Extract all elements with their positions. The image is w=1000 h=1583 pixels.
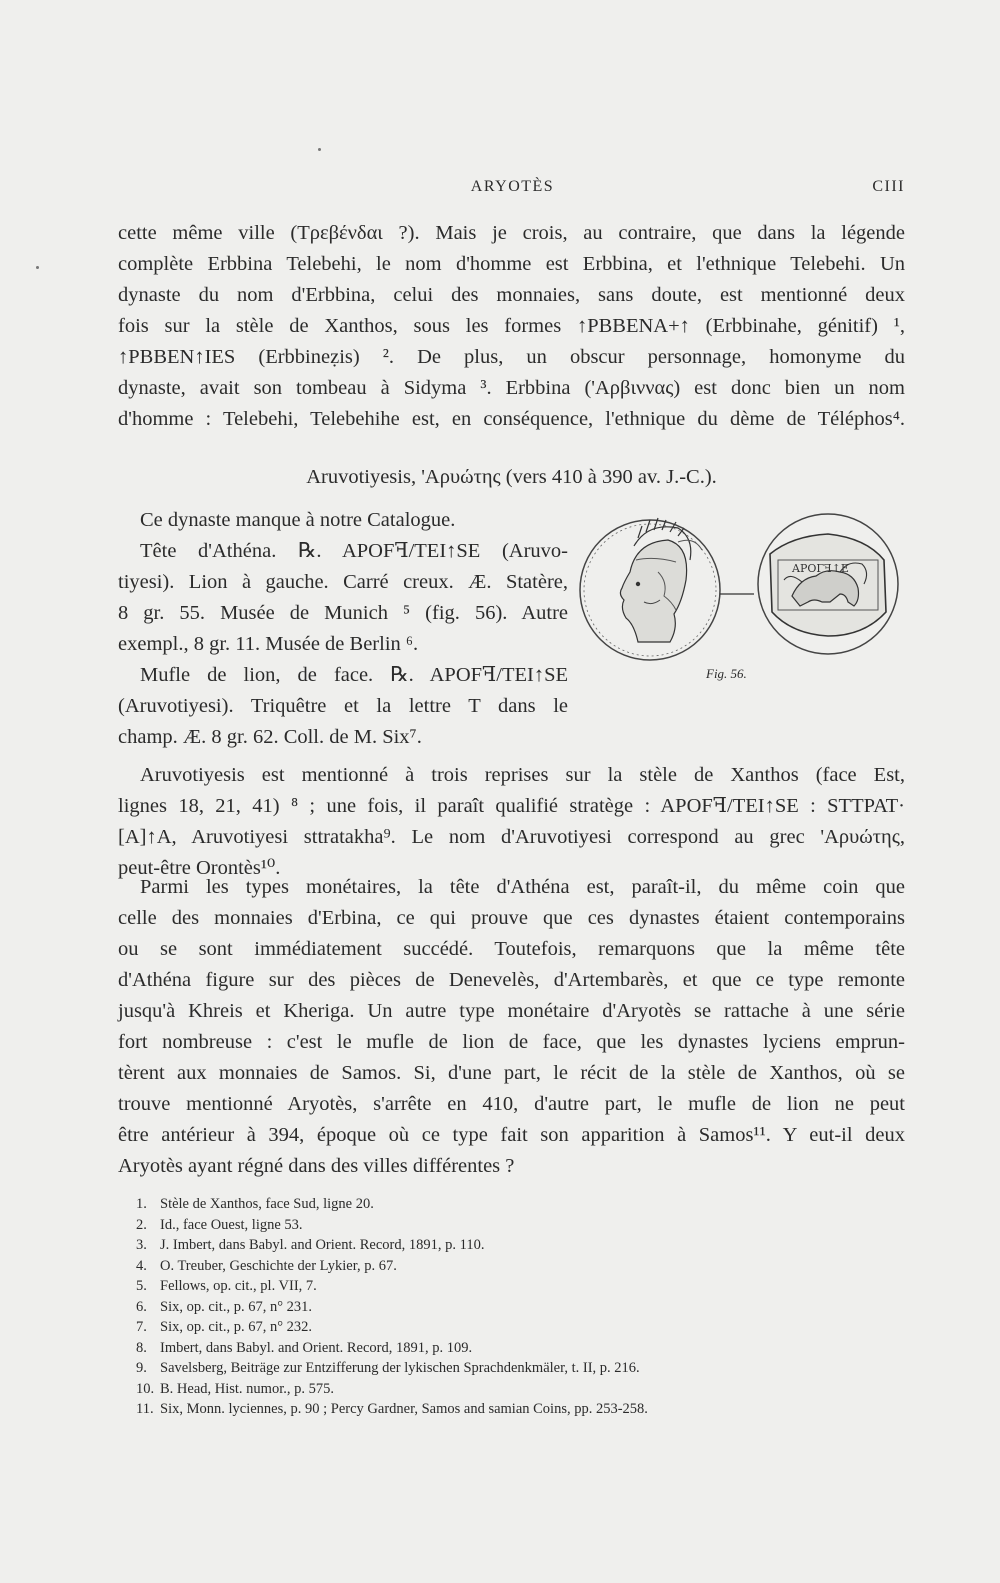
body-line: ↑PBBEN↑IES (Erbbineẓis) ². De plus, un obscur personnage, homonyme du [118,346,905,368]
page-header [120,178,905,202]
body-line: fort nombreuse : c'est le mufle de lion de face, que les dynastes lyciens emprun- [118,1031,905,1053]
coin-inscription: ΑΡΟΓꟻ↑Ε [792,562,849,575]
body-line: d'homme : Telebehi, Telebehihe est, en conséquence, l'ethnique du dème de Téléphos⁴. [118,408,905,430]
body-line: Parmi les types monétaires, la tête d'Athéna est, paraît-il, du même coin que [140,876,905,898]
footnote-number: 2. [136,1216,147,1233]
footnote-number: 6. [136,1298,147,1315]
catalog-line: tiyesi). Lion à gauche. Carré creux. Æ. Statère, [118,571,568,593]
footnote [136,1317,896,1338]
body-line: trouve mentionné Aryotès, s'arrête en 410, d'autre part, le mufle de lion ne peut [118,1093,905,1115]
running-title: ARYOTÈS [470,178,555,195]
coin-reverse [758,514,898,654]
footnote [136,1194,896,1215]
footnote-text: B. Head, Hist. numor., p. 575. [160,1380,334,1397]
footnote-number: 11. [136,1401,154,1417]
footnote [136,1276,896,1297]
catalog-line: Tête d'Athéna. ℞. APOFꟻ/TEI↑SE (Aruvo- [140,540,568,562]
body-line: cette même ville (Τρεβένδαι ?). Mais je crois, au contraire, que dans la légende [118,222,905,244]
body-line: être antérieur à 394, époque où ce type fait son apparition à Samos¹¹. Y eut-il deux [118,1124,905,1146]
footnote [136,1379,896,1400]
body-line: d'Athéna figure sur des pièces de Denevelès, d'Artembarès, et que ce type remonte [118,969,905,991]
body-line: jusqu'à Khreis et Kheriga. Un autre type monétaire d'Aryotès se rattache à une série [118,1000,905,1022]
footnote-text: Six, Monn. lyciennes, p. 90 ; Percy Gardner, Samos and samian Coins, pp. 253-258. [160,1401,648,1417]
coin-obverse [580,518,720,660]
footnote-text: Id., face Ouest, ligne 53. [160,1216,303,1233]
catalog-line: exempl., 8 gr. 11. Musée de Berlin ⁶. [118,633,419,655]
footnote-number: 8. [136,1339,147,1356]
paper-speck [36,266,39,269]
footnote-number: 10. [136,1380,155,1397]
footnote-text: O. Treuber, Geschichte der Lykier, p. 67. [160,1257,397,1274]
body-line: Aruvotiyesis est mentionné à trois reprises sur la stèle de Xanthos (face Est, [140,764,905,786]
footnote [136,1256,896,1277]
paper-speck [318,148,321,151]
body-line: dynaste, avait son tombeau à Sidyma ³. Erbbina ('Αρβιννας) est donc bien un nom [118,377,905,399]
body-line: complète Erbbina Telebehi, le nom d'homme est Erbbina, et l'ethnique Telebehi. Un [118,253,905,275]
body-line: tèrent aux monnaies de Samos. Si, d'une part, le récit de la stèle de Xanthos, où se [118,1062,905,1084]
body-line: lignes 18, 21, 41) ⁸ ; une fois, il paraît qualifié stratège : APOFꟻ/TEI↑SE : STTPAT· [118,795,905,817]
page-number: CIII [872,178,905,195]
footnote-text: Savelsberg, Beiträge zur Entzifferung der lykischen Sprachdenkmäler, t. II, p. 216. [160,1360,640,1376]
figure-caption: Fig. 56. [706,666,747,681]
footnote [136,1399,896,1420]
catalog-line: champ. Æ. 8 gr. 62. Coll. de M. Six⁷. [118,726,422,748]
footnote-number: 7. [136,1319,147,1335]
footnote-number: 1. [136,1196,147,1212]
footnotes [136,1194,896,1420]
footnote-text: J. Imbert, dans Babyl. and Orient. Record, 1891, p. 110. [160,1237,485,1253]
footnote-text: Six, op. cit., p. 67, n° 231. [160,1298,313,1315]
footnote-text: Imbert, dans Babyl. and Orient. Record, 1891, p. 109. [160,1339,473,1356]
body-line: peut-être Orontès¹⁰. [118,857,281,879]
footnote [136,1215,896,1236]
body-line: dynaste du nom d'Erbbina, celui des monnaies, sans doute, est mentionné deux [118,284,905,306]
body-line: celle des monnaies d'Erbina, ce qui prouve que ces dynastes étaient contemporains [118,907,905,929]
footnote [136,1338,896,1359]
section-heading: Aruvotiyesis, 'Αρυώτης (vers 410 à 390 av. J.-C.). [306,466,717,488]
footnote [136,1358,896,1379]
catalog-line: Mufle de lion, de face. ℞. APOFꟻ/TEI↑SE [140,664,568,686]
footnote-number: 5. [136,1278,147,1294]
footnote-text: Six, op. cit., p. 67, n° 232. [160,1319,313,1335]
footnote [136,1235,896,1256]
footnote-number: 3. [136,1237,147,1253]
body-line: [A]↑A, Aruvotiyesi sttratakha⁹. Le nom d'Aruvotiyesi correspond au grec 'Αρυώτης, [118,826,905,848]
catalog-line: 8 gr. 55. Musée de Munich ⁵ (fig. 56). Autre [118,602,568,624]
footnote-text: Stèle de Xanthos, face Sud, ligne 20. [160,1196,374,1212]
footnote-number: 9. [136,1360,147,1376]
body-line: fois sur la stèle de Xanthos, sous les formes ↑PBBENA+↑ (Erbbinahe, génitif) ¹, [118,315,905,337]
catalog-line: (Aruvotiyesi). Triquêtre et la lettre T dans le [118,695,568,717]
catalog-line: Ce dynaste manque à notre Catalogue. [140,509,456,531]
footnote [136,1297,896,1318]
footnote-number: 4. [136,1257,147,1274]
body-line: ou se sont immédiatement succédé. Toutefois, remarquons que la même tête [118,938,905,960]
footnote-text: Fellows, op. cit., pl. VII, 7. [160,1278,317,1294]
body-line: Aryotès ayant régné dans des villes différentes ? [118,1155,515,1177]
